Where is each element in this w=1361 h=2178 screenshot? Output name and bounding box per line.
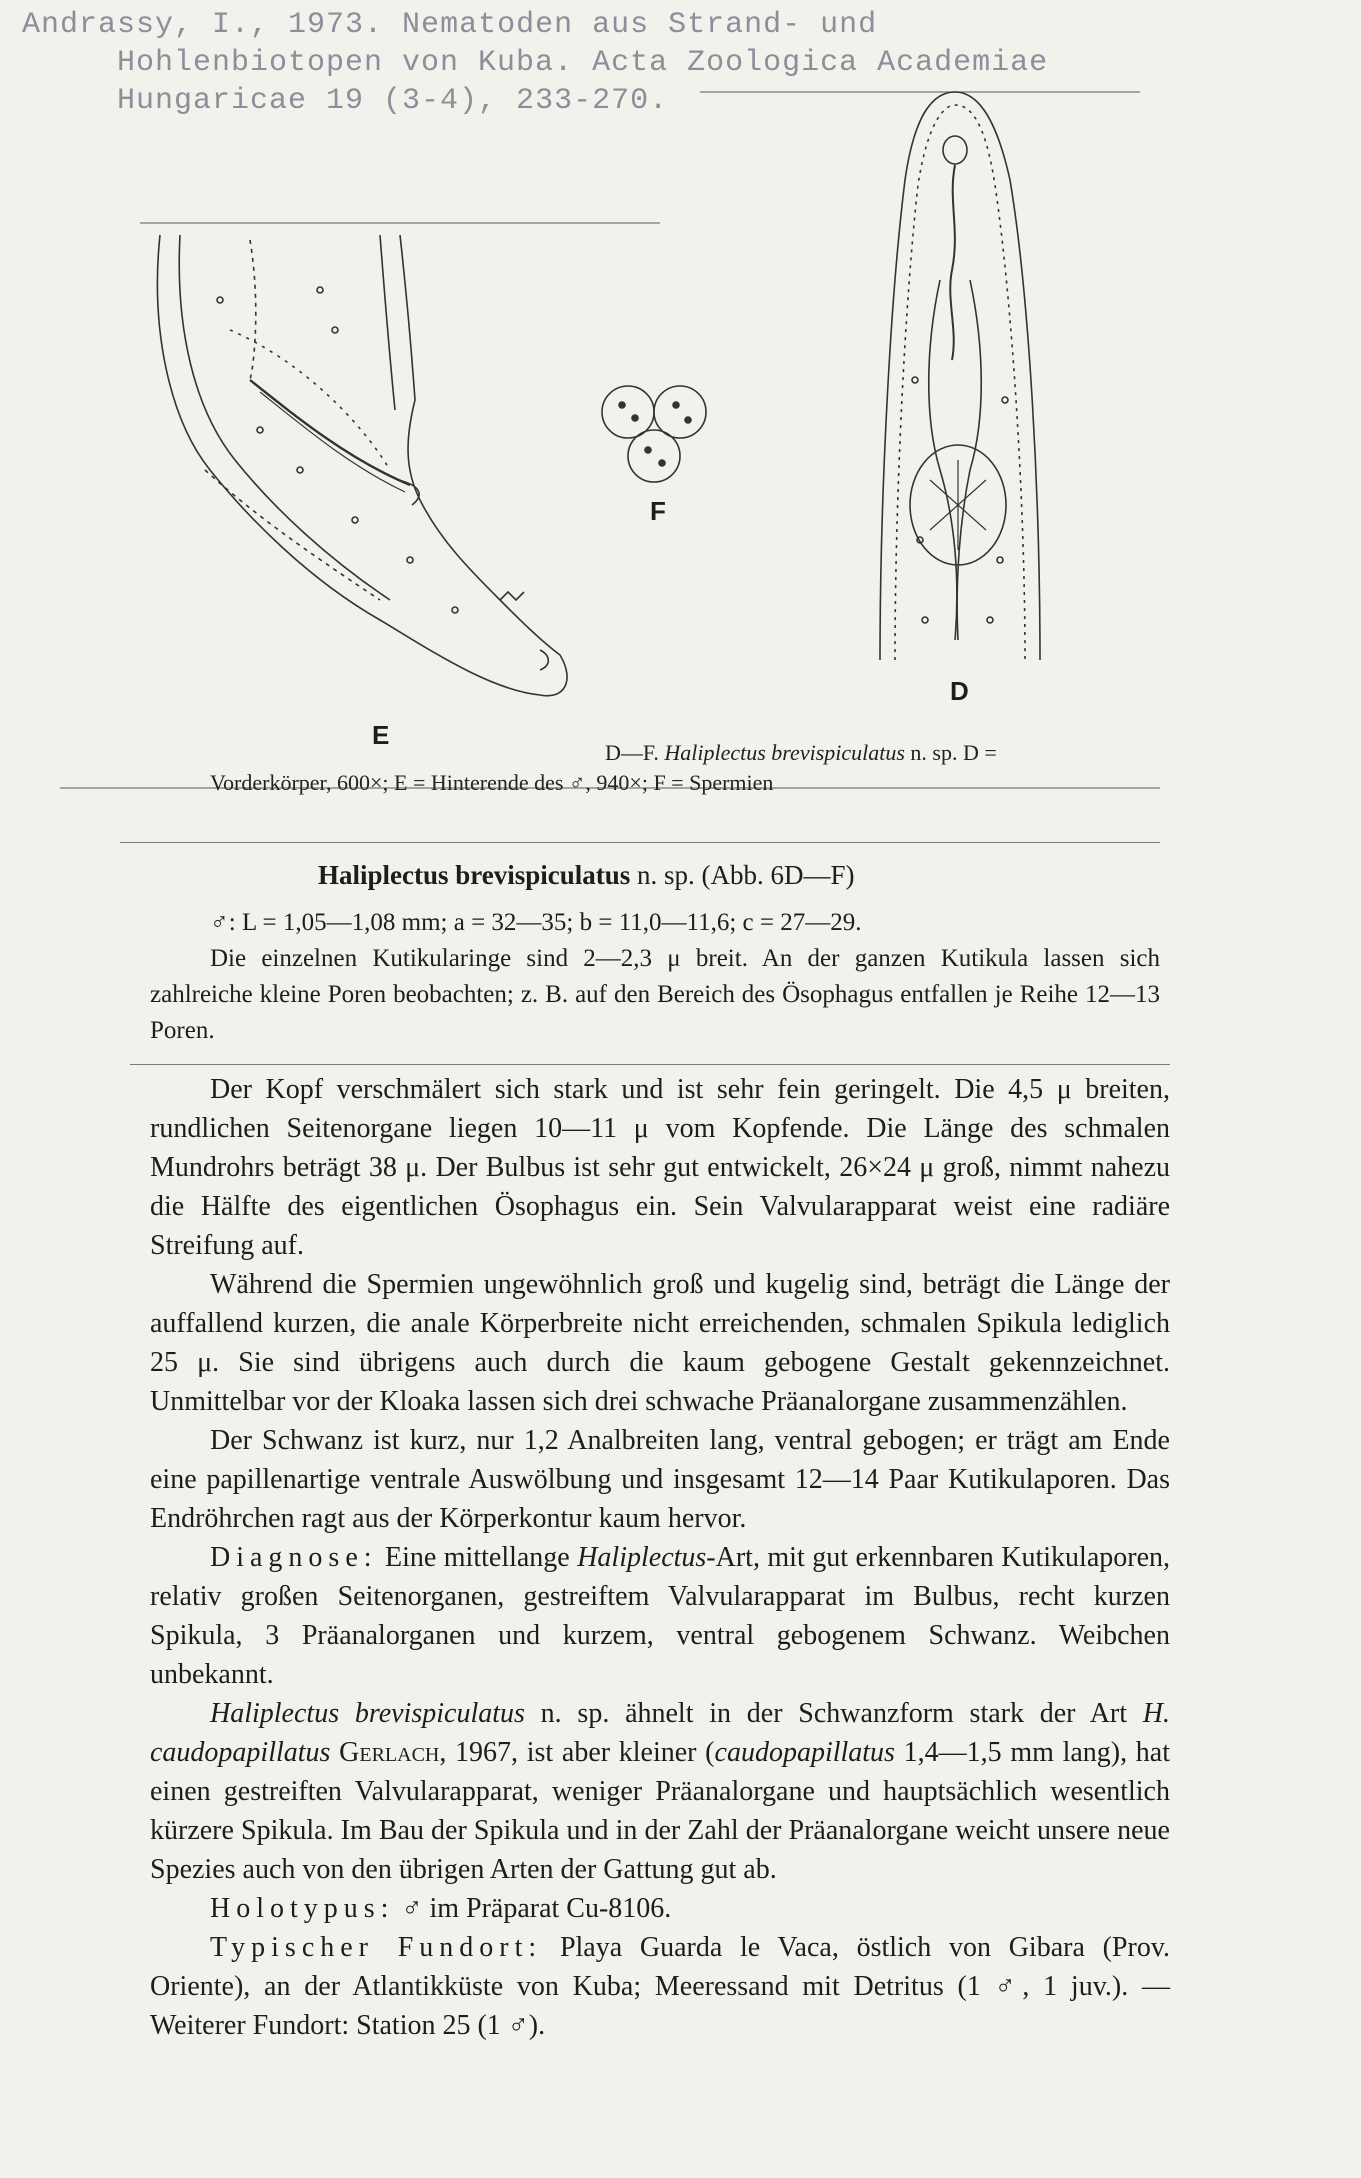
paragraph-locality bbox=[150, 1928, 1170, 2045]
holotype-text: ♂ im Präparat Cu-8106. bbox=[401, 1893, 672, 1924]
drawing-d-forebody bbox=[880, 92, 1040, 660]
comparison-h: H. caudopapillatus bbox=[150, 1698, 1171, 1768]
diagnosis-rest: -Art, mit gut erkennbaren Kutikulaporen, relativ großen Seitenorganen, gestreiftem Valvularapparat im Bulbus, recht kurzen Spikula, 3 Präanalorganen und kurzem, ventral gebogenem Schwanz. Weibchen unbekannt. bbox=[150, 1542, 1170, 1690]
holotype-label: Holotypus: bbox=[210, 1893, 395, 1924]
comparison-c-italic: caudopapillatus bbox=[714, 1737, 895, 1768]
paragraph-diagnosis bbox=[150, 1538, 1170, 1694]
caption-species: Haliplectus brevispiculatus bbox=[664, 740, 905, 765]
comparison-species: Haliplectus brevispiculatus bbox=[210, 1698, 525, 1729]
locality-label: Typischer Fundort: bbox=[210, 1932, 543, 1963]
figure-label-f: F bbox=[650, 496, 666, 526]
caption-prefix: D—F. bbox=[605, 740, 659, 765]
divider-2 bbox=[130, 1064, 1170, 1065]
caption-suffix: n. sp. D = bbox=[910, 740, 997, 765]
comparison-author: Gerlach bbox=[339, 1737, 440, 1768]
figure-caption-line-2: Vorderkörper, 600×; E = Hinterende des ♂, 940×; F = Spermien bbox=[210, 770, 774, 795]
figure-drawings bbox=[0, 0, 1361, 820]
locality-text: Playa Guarda le Vaca, östlich von Gibara (Prov. Oriente), an der Atlantikküste von Kuba; Meeressand mit Detritus (1 ♂, 1 juv.). — Weiterer Fundort: Station 25 (1 ♂). bbox=[150, 1932, 1171, 2041]
species-heading-name: Haliplectus brevispiculatus bbox=[318, 860, 631, 890]
diagnosis-genus: Haliplectus bbox=[577, 1542, 707, 1573]
comparison-a: n. sp. ähnelt in der Schwanzform stark der Art bbox=[540, 1698, 1128, 1729]
paragraph-holotype bbox=[150, 1889, 1170, 1928]
paragraph-spermia: Während die Spermien ungewöhnlich groß und kugelig sind, beträgt die Länge der auffallend kurzen, die anale Körperbreite nicht erreichenden, schmalen Spikula lediglich 25 μ. Sie sind übrigens auch durch die kaum gebogene Gestalt gekennzeichnet. Unmittelbar vor der Kloaka lassen sich drei schwache Präanalorgane zusammenzählen. bbox=[150, 1269, 1170, 1417]
paragraph-tail: Der Schwanz ist kurz, nur 1,2 Analbreiten lang, ventral gebogen; er trägt am Ende eine papillenartige ventrale Auswölbung und insgesamt 12—14 Paar Kutikulaporen. Das Endröhrchen ragt aus der Körperkontur kaum hervor. bbox=[150, 1425, 1170, 1534]
drawing-f-spermia bbox=[602, 386, 706, 482]
paragraph-comparison bbox=[150, 1694, 1170, 1889]
figure-label-d: D bbox=[950, 676, 969, 706]
divider bbox=[120, 842, 1160, 843]
body-text bbox=[150, 1070, 1170, 2045]
comparison-c: 1,4—1,5 mm lang), hat einen gestreiften Valvularapparat, weniger Präanalorgane und hauptsächlich wesentlich kürzere Spikula. Im Bau der Spikula und in der Zahl der Präanalorgane weicht unsere neue Spezies auch von den übrigen Arten der Gattung gut ab. bbox=[150, 1737, 1171, 1885]
diagnosis-pre: Eine mittellange bbox=[385, 1542, 570, 1573]
figure-caption-line-1 bbox=[605, 740, 997, 766]
comparison-b: , 1967, ist aber kleiner ( bbox=[439, 1737, 715, 1768]
paragraph-head: Der Kopf verschmälert sich stark und ist sehr fein geringelt. Die 4,5 μ breiten, rundlichen Seitenorgane liegen 10—11 μ vom Kopfende. Die Länge des schmalen Mundrohrs beträgt 38 μ. Der Bulbus ist sehr gut entwickelt, 26×24 μ groß, nimmt nahezu die Hälfte des eigentlichen Ösophagus ein. Sein Valvularapparat weist eine radiäre Streifung auf. bbox=[150, 1074, 1170, 1261]
citation-line-2: Hohlenbiotopen von Kuba. Acta Zoologica Academiae bbox=[117, 46, 1049, 80]
measurements-line-2: Die einzelnen Kutikularinge sind 2—2,3 μ breit. An der ganzen Kutikula lassen sich zahlreiche kleine Poren beobachten; z. B. auf den Bereich des Ösophagus entfallen je Reihe 12—13 Poren. bbox=[150, 945, 1160, 1044]
species-heading bbox=[318, 860, 855, 891]
diagnosis-label: Diagnose: bbox=[210, 1542, 378, 1573]
drawing-e-hindend bbox=[157, 235, 567, 696]
citation-line-3: Hungaricae 19 (3-4), 233-270. bbox=[117, 84, 669, 118]
measurements-block bbox=[150, 905, 1160, 1049]
citation-line-1: Andrassy, I., 1973. Nematoden aus Strand- und bbox=[22, 8, 878, 42]
figure-label-e: E bbox=[372, 720, 390, 750]
species-heading-rest: n. sp. (Abb. 6D—F) bbox=[637, 860, 855, 890]
measurements-line-1: ♂: L = 1,05—1,08 mm; a = 32—35; b = 11,0—11,6; c = 27—29. bbox=[210, 909, 862, 936]
